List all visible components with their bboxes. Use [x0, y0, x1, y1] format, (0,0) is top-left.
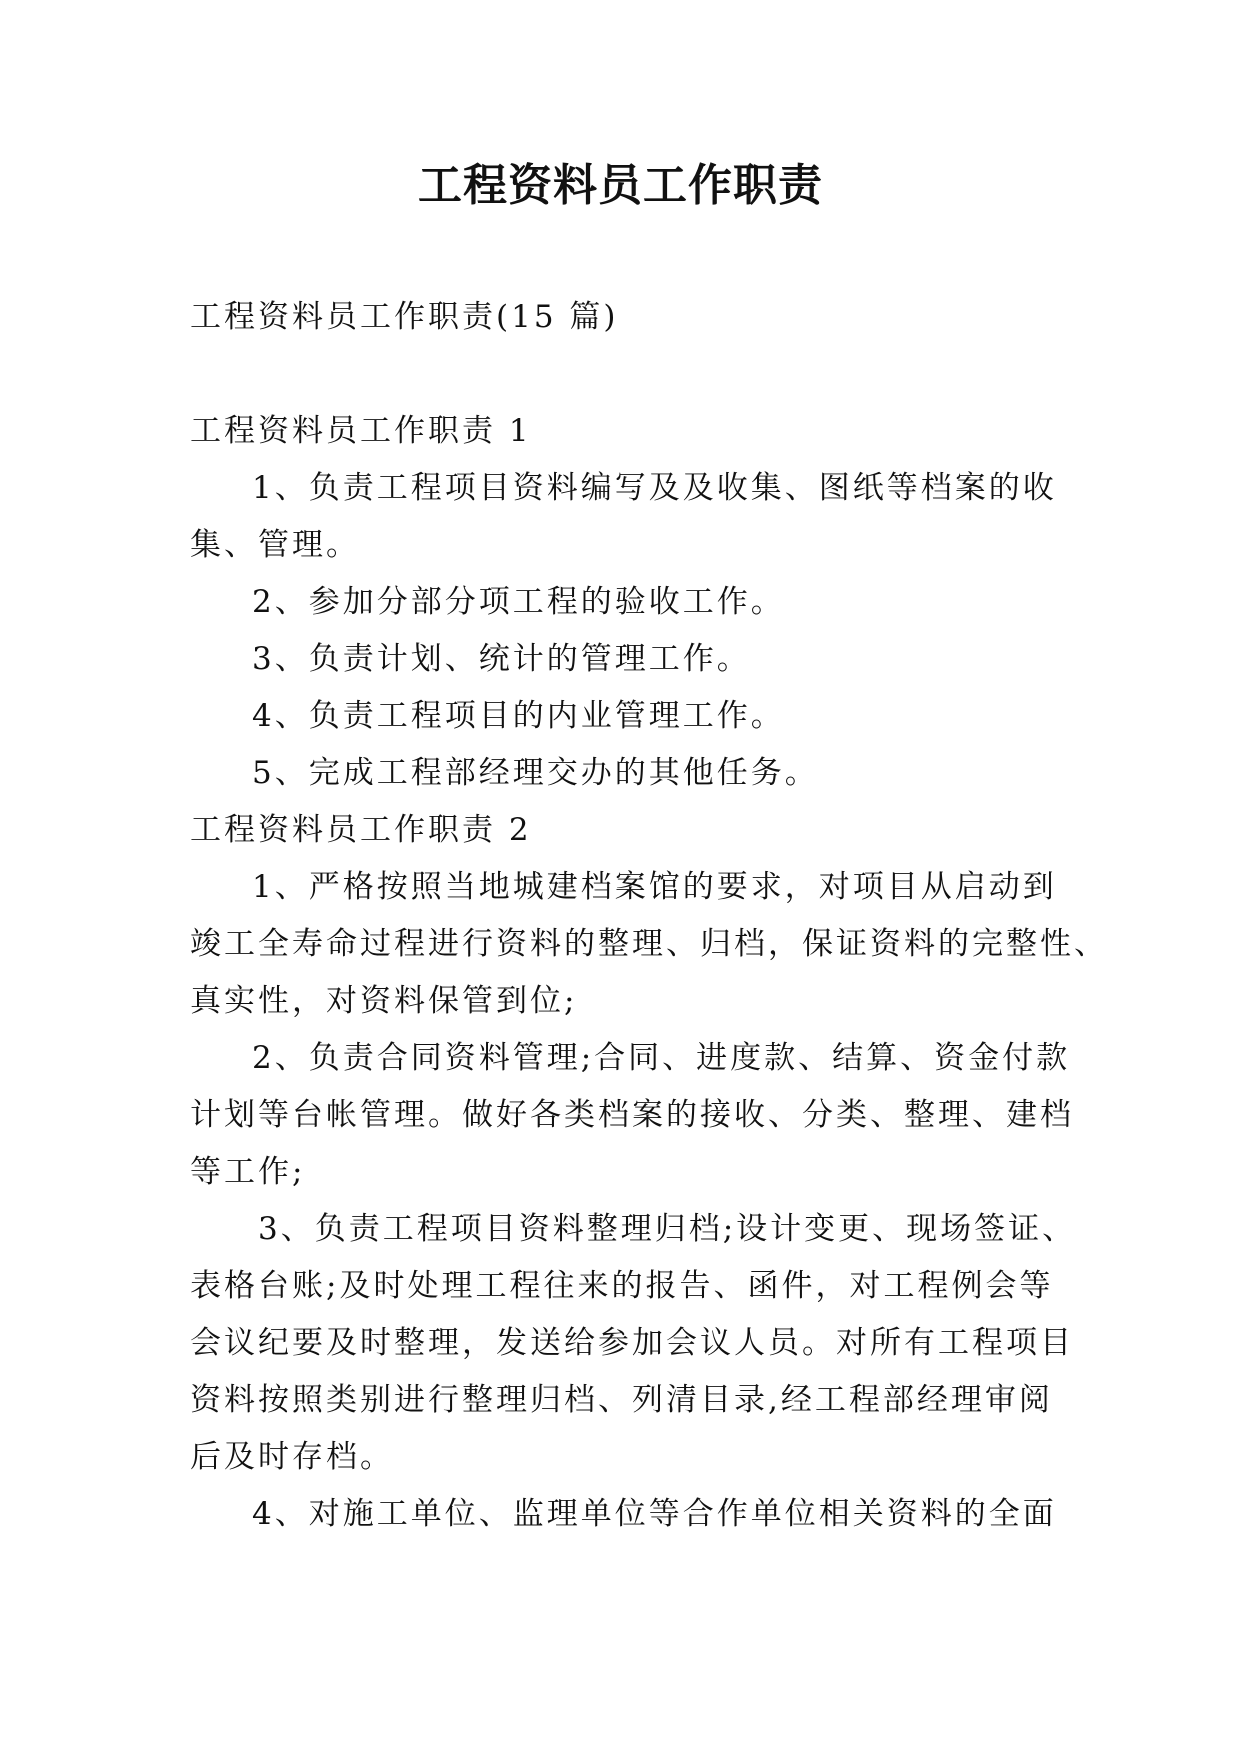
section-2-item-3-line-4: 资料按照类别进行整理归档、列清目录,经工程部经理审阅 [190, 1382, 1053, 1418]
document-subtitle: 工程资料员工作职责(15 篇) [190, 299, 619, 335]
section-2-item-3-line-3: 会议纪要及时整理，发送给参加会议人员。对所有工程项目 [190, 1325, 1074, 1361]
section-1-item-1-line-1: 1、负责工程项目资料编写及及收集、图纸等档案的收 [252, 470, 1057, 506]
section-2-item-4-line-1: 4、对施工单位、监理单位等合作单位相关资料的全面 [252, 1496, 1057, 1532]
section-2-item-3-line-5: 后及时存档。 [190, 1439, 394, 1475]
section-2-item-1-line-1: 1、严格按照当地城建档案馆的要求，对项目从启动到 [252, 869, 1057, 905]
section-2-item-3-line-2: 表格台账;及时处理工程往来的报告、函件，对工程例会等 [190, 1268, 1054, 1304]
section-heading-1: 工程资料员工作职责 1 [190, 413, 532, 449]
section-2-item-3-line-1: 3、负责工程项目资料整理归档;设计变更、现场签证、 [258, 1211, 1077, 1247]
document-title: 工程资料员工作职责 [418, 160, 823, 211]
section-1-item-5: 5、完成工程部经理交办的其他任务。 [252, 755, 819, 791]
section-heading-2: 工程资料员工作职责 2 [190, 812, 532, 848]
section-2-item-1-line-3: 真实性，对资料保管到位; [190, 983, 578, 1019]
section-1-item-2: 2、参加分部分项工程的验收工作。 [252, 584, 785, 620]
section-1-item-1-line-2: 集、管理。 [190, 527, 360, 563]
section-2-item-2-line-1: 2、负责合同资料管理;合同、进度款、结算、资金付款 [252, 1040, 1071, 1076]
section-1-item-4: 4、负责工程项目的内业管理工作。 [252, 698, 785, 734]
section-2-item-2-line-2: 计划等台帐管理。做好各类档案的接收、分类、整理、建档 [190, 1097, 1074, 1133]
section-2-item-1-line-2: 竣工全寿命过程进行资料的整理、归档，保证资料的完整性、 [190, 926, 1108, 962]
section-2-item-2-line-3: 等工作; [190, 1154, 306, 1190]
section-1-item-3: 3、负责计划、统计的管理工作。 [252, 641, 751, 677]
